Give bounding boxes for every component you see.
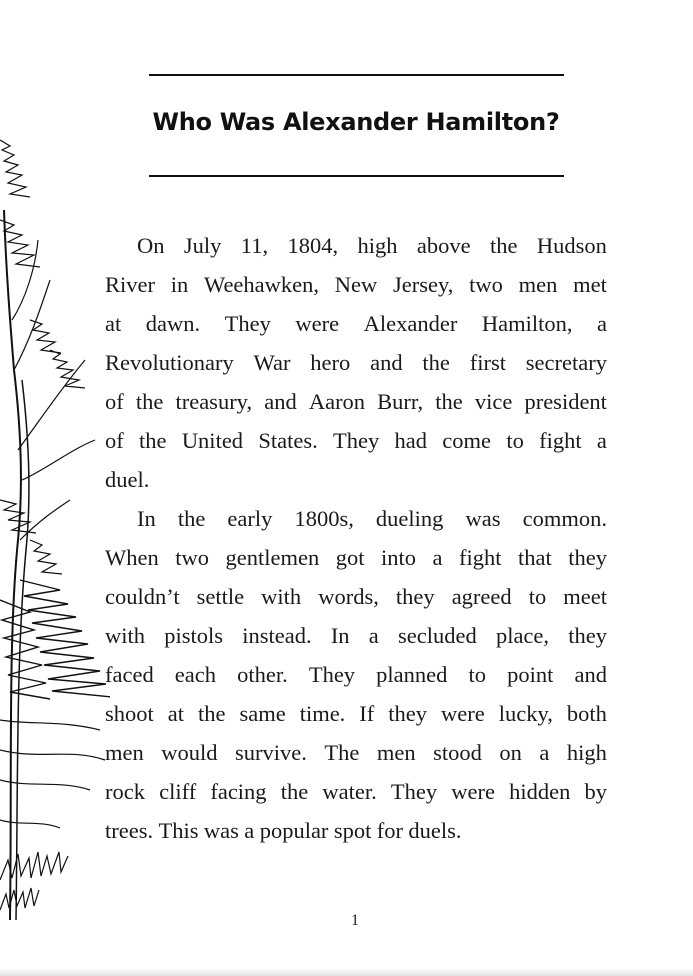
text-line	[105, 343, 607, 382]
word: the	[435, 389, 463, 414]
word: to	[506, 428, 524, 453]
text-line	[105, 733, 607, 772]
word: July	[183, 233, 222, 258]
word: settle	[196, 584, 245, 609]
word: Weehawken,	[204, 272, 320, 297]
word: they	[395, 584, 435, 609]
word: early	[227, 506, 273, 531]
word: treasury,	[175, 389, 253, 414]
word: into	[380, 545, 416, 570]
word: lucky,	[498, 701, 553, 726]
word: two	[469, 272, 503, 297]
word: high	[357, 233, 398, 258]
word: trees.	[105, 818, 154, 843]
word: come	[442, 428, 492, 453]
word: same	[239, 701, 286, 726]
word: that	[517, 545, 552, 570]
text-line	[105, 304, 607, 343]
word: Jersey,	[393, 272, 454, 297]
word: survive.	[235, 740, 307, 765]
word: above	[416, 233, 471, 258]
word: hidden	[509, 779, 571, 804]
text-line	[105, 811, 607, 850]
text-line	[105, 694, 607, 733]
word: a	[432, 545, 443, 570]
word: both	[566, 701, 607, 726]
word: When	[105, 545, 159, 570]
word: rock	[105, 779, 145, 804]
word: two	[175, 545, 209, 570]
word: a	[244, 818, 255, 843]
word: 1804,	[287, 233, 339, 258]
word: Hudson	[536, 233, 607, 258]
word: fight	[539, 428, 582, 453]
word: secluded	[398, 623, 477, 648]
word: had	[394, 428, 428, 453]
word: the	[177, 506, 206, 531]
page-number: 1	[351, 912, 359, 929]
word: planned	[376, 662, 448, 687]
word: the	[280, 779, 309, 804]
word: a	[596, 428, 607, 453]
word: They	[390, 779, 438, 804]
word: They	[224, 311, 271, 336]
word: pistols	[164, 623, 224, 648]
word: They	[308, 662, 356, 687]
word: dueling	[375, 506, 444, 531]
word: facing	[210, 779, 267, 804]
word: agreed	[451, 584, 512, 609]
word: men	[518, 272, 558, 297]
word: Revolutionary	[105, 350, 234, 375]
word: In	[137, 506, 156, 531]
word: hero	[310, 350, 351, 375]
word: common.	[522, 506, 607, 531]
word: of	[105, 389, 124, 414]
word: they	[568, 623, 607, 648]
tree-sketch-illustration	[0, 120, 110, 920]
word: In	[330, 623, 350, 648]
word: gentlemen	[225, 545, 320, 570]
word: If	[359, 701, 375, 726]
word: for	[376, 818, 403, 843]
text-line	[105, 499, 607, 538]
word: United	[181, 428, 244, 453]
word: duel.	[105, 467, 150, 492]
word: Burr,	[377, 389, 424, 414]
word: New	[334, 272, 378, 297]
text-line	[105, 538, 607, 577]
word: they	[568, 545, 607, 570]
paragraph-1	[105, 226, 607, 499]
word: On	[137, 233, 165, 258]
word: were	[451, 779, 495, 804]
word: with	[261, 584, 302, 609]
word: words,	[318, 584, 379, 609]
word: stood	[433, 740, 482, 765]
word: was	[465, 506, 501, 531]
word: dawn.	[145, 311, 201, 336]
word: at	[167, 701, 184, 726]
word: a	[597, 311, 607, 336]
text-line	[105, 616, 607, 655]
title-bottom-rule	[149, 175, 564, 177]
word: time.	[299, 701, 346, 726]
word: were	[295, 311, 340, 336]
text-line	[105, 655, 607, 694]
word: by	[584, 779, 607, 804]
chapter-body	[105, 226, 607, 850]
text-line	[105, 226, 607, 265]
word: was	[203, 818, 239, 843]
word: secretary	[525, 350, 607, 375]
word: a	[368, 623, 379, 648]
page-edge-shadow	[0, 968, 693, 976]
word: first	[469, 350, 506, 375]
word: States.	[258, 428, 318, 453]
word: vice	[474, 389, 513, 414]
word: at	[105, 311, 122, 336]
word: other.	[237, 662, 288, 687]
word: duels.	[408, 818, 462, 843]
word: The	[324, 740, 360, 765]
word: couldn’t	[105, 584, 180, 609]
word: meet	[563, 584, 607, 609]
word: met	[573, 272, 607, 297]
word: point	[507, 662, 554, 687]
word: the	[135, 389, 164, 414]
word: spot	[333, 818, 372, 843]
word: popular	[259, 818, 329, 843]
word: to	[528, 584, 547, 609]
word: Aaron	[308, 389, 366, 414]
word: the	[422, 350, 450, 375]
chapter-title: Who Was Alexander Hamilton?	[152, 108, 560, 136]
paragraph-2	[105, 499, 607, 850]
word: and	[370, 350, 403, 375]
word: and	[574, 662, 607, 687]
word: water.	[322, 779, 377, 804]
text-line	[105, 421, 607, 460]
text-line	[105, 382, 607, 421]
text-line	[105, 577, 607, 616]
word: This	[158, 818, 199, 843]
word: on	[499, 740, 522, 765]
text-line	[105, 460, 607, 499]
text-line	[105, 772, 607, 811]
word: fight	[458, 545, 502, 570]
word: were	[441, 701, 485, 726]
word: faced	[105, 662, 154, 687]
word: the	[197, 701, 226, 726]
word: in	[170, 272, 189, 297]
word: to	[468, 662, 486, 687]
word: with	[105, 623, 146, 648]
word: of	[105, 428, 124, 453]
word: place,	[495, 623, 550, 648]
word: a	[539, 740, 550, 765]
word: president	[524, 389, 607, 414]
word: instead.	[242, 623, 312, 648]
word: the	[139, 428, 167, 453]
word: would	[161, 740, 218, 765]
word: got	[335, 545, 365, 570]
title-top-rule	[149, 74, 564, 76]
word: they	[388, 701, 428, 726]
word: Hamilton,	[481, 311, 573, 336]
word: and	[264, 389, 297, 414]
word: the	[490, 233, 518, 258]
word: shoot	[105, 701, 154, 726]
word: Alexander	[363, 311, 458, 336]
word: each	[174, 662, 217, 687]
word: 11,	[240, 233, 269, 258]
word: War	[253, 350, 291, 375]
word: They	[333, 428, 380, 453]
word: River	[105, 272, 155, 297]
word: 1800s,	[294, 506, 354, 531]
word: men	[376, 740, 416, 765]
word: men	[105, 740, 144, 765]
word: cliff	[159, 779, 197, 804]
word: high	[566, 740, 607, 765]
text-line	[105, 265, 607, 304]
